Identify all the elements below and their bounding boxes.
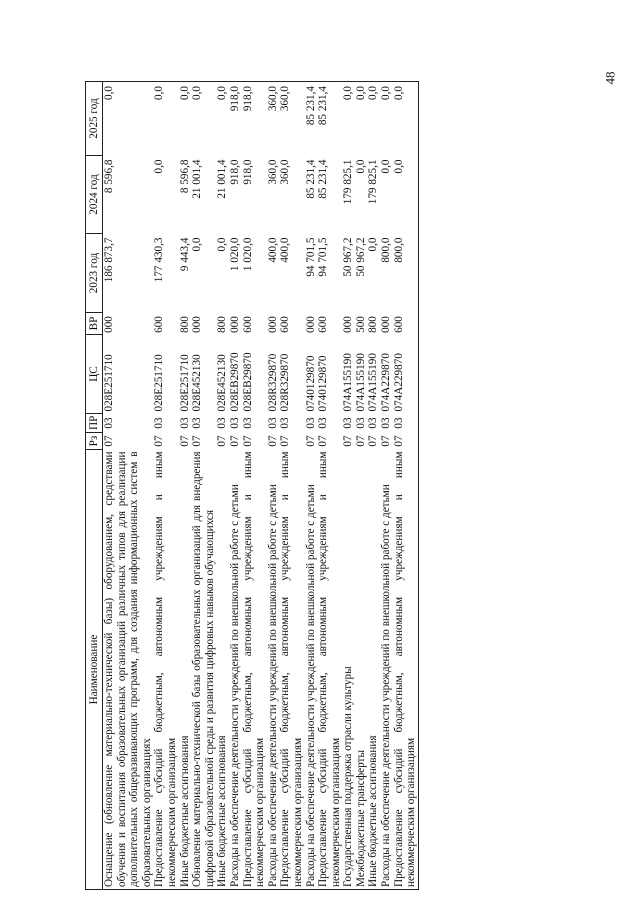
cell-pr: 03 (216, 417, 229, 429)
cell-name: Предоставление субсидий бюджетным, автономным учреждениям и иным некоммерческим организациям (317, 450, 342, 890)
cell-y2023: 800,0 (380, 237, 393, 263)
header-name: Наименование (86, 450, 103, 890)
cell-pr: 03 (153, 417, 166, 429)
table-row (355, 82, 368, 890)
cell-y2025: 918,0 (242, 82, 267, 156)
cell-rz: 07 (153, 435, 166, 447)
table-row (179, 82, 192, 890)
table-row (279, 82, 304, 890)
cell-pr: 03 (342, 417, 355, 429)
cell-cs: 028R329870 (266, 353, 279, 412)
cell-y2024: 0,0 (380, 159, 393, 174)
cell-y2024: 918,0 (241, 159, 254, 185)
cell-rz: 07 (380, 435, 393, 447)
cell-rz: 07 (367, 435, 380, 447)
cell-rz: 07 (317, 435, 330, 447)
cell-y2024: 0,0 (153, 159, 166, 174)
cell-rz: 07 (354, 435, 367, 447)
cell-pr: 03 (317, 417, 330, 429)
cell-rz: 07 (241, 435, 254, 447)
cell-y2025: 0,0 (179, 82, 192, 156)
cell-y2025: 0,0 (216, 82, 229, 156)
cell-y2025: 0,0 (103, 82, 154, 156)
cell-y2025: 360,0 (279, 82, 304, 156)
cell-cs: 074A229870 (380, 353, 393, 412)
cell-y2023: 800,0 (393, 234, 419, 313)
cell-vr: 800 (216, 316, 229, 333)
cell-vr: 600 (317, 316, 330, 333)
cell-cs: 074A155190 (342, 353, 355, 412)
header-cs: ЦС (86, 335, 103, 414)
cell-cs: 0740129870 (317, 355, 330, 412)
cell-y2024: 179 825,1 (367, 159, 380, 205)
cell-vr: 800 (367, 316, 380, 333)
table-row (216, 82, 229, 890)
header-rz: Рз (86, 433, 103, 450)
cell-y2023: 400,0 (266, 237, 279, 263)
cell-rz: 07 (304, 435, 317, 447)
cell-y2024: 85 231,4 (304, 159, 317, 199)
cell-cs: 074A229870 (393, 335, 419, 414)
table-row (393, 82, 419, 890)
cell-name: Расходы на обеспечение деятельности учреждений по внешкольной работе с детьми (267, 450, 280, 890)
table-row (367, 82, 380, 890)
cell-cs: 028EB29870 (228, 352, 241, 412)
cell-rz: 07 (178, 435, 191, 447)
table-row (342, 82, 355, 890)
cell-y2025: 85 231,4 (317, 82, 342, 156)
cell-y2025: 0,0 (342, 82, 355, 156)
cell-name: Государственная поддержка отрасли культуры (342, 450, 355, 890)
cell-rz: 07 (191, 435, 204, 447)
cell-y2023: 0,0 (216, 237, 229, 252)
header-2025: 2025 год (86, 82, 103, 156)
cell-y2023: 1 020,0 (241, 237, 254, 272)
cell-rz: 07 (342, 435, 355, 447)
cell-vr: 000 (380, 316, 393, 333)
cell-pr: 03 (178, 417, 191, 429)
cell-y2024: 360,0 (266, 159, 279, 185)
cell-y2023: 94 701,5 (304, 237, 317, 277)
cell-name: Предоставление субсидий бюджетным, автономным учреждениям и иным некоммерческим организациям (393, 450, 419, 890)
header-vr: ВР (86, 313, 103, 335)
budget-table-container (85, 82, 593, 890)
table-header-row (86, 82, 103, 890)
cell-y2025: 0,0 (153, 82, 178, 156)
cell-cs: 074A155190 (367, 353, 380, 412)
cell-name: Иные бюджетные ассигнования (216, 450, 229, 890)
cell-y2024: 918,0 (228, 159, 241, 185)
cell-name: Предоставление субсидий бюджетным, автономным учреждениям и иным некоммерческим организациям (242, 450, 267, 890)
cell-cs: 028E452130 (191, 354, 204, 412)
cell-name: Иные бюджетные ассигнования (179, 450, 192, 890)
table-body (103, 82, 419, 890)
table-row (229, 82, 242, 890)
cell-y2023: 186 873,7 (103, 237, 115, 283)
cell-vr: 600 (279, 316, 292, 333)
cell-cs: 0740129870 (304, 355, 317, 412)
cell-y2025: 360,0 (267, 82, 280, 156)
cell-y2024: 179 825,1 (342, 159, 355, 205)
table-row (305, 82, 318, 890)
cell-vr: 600 (393, 313, 419, 335)
cell-name: Расходы на обеспечение деятельности учреждений по внешкольной работе с детьми (305, 450, 318, 890)
cell-name: Предоставление субсидий бюджетным, автономным учреждениям и иным некоммерческим организациям (153, 450, 178, 890)
cell-y2024: 0,0 (393, 156, 419, 234)
cell-y2025: 0,0 (380, 82, 393, 156)
cell-y2024: 0,0 (354, 159, 367, 174)
cell-pr: 03 (228, 417, 241, 429)
cell-vr: 000 (266, 316, 279, 333)
cell-cs: 028E251710 (178, 354, 191, 412)
cell-y2023: 50 967,2 (354, 237, 367, 277)
cell-rz: 07 (103, 435, 115, 447)
cell-cs: 028E452130 (216, 354, 229, 412)
cell-rz: 07 (216, 435, 229, 447)
cell-vr: 000 (191, 316, 204, 333)
page-number: 48 (602, 71, 618, 85)
table-row (242, 82, 267, 890)
cell-name: Расходы на обеспечение деятельности учреждений по внешкольной работе с детьми (380, 450, 393, 890)
cell-name: Оснащение (обновление материально-технической базы) оборудованием, средствами обучения и воспитания образовательных организаций различных типов для реализации дополнительных общеразвивающих программ, для создания информационных систем в образовательных организациях (103, 450, 154, 890)
cell-name: Обновление материально-технической базы образовательных организаций для внедрения цифровой образовательной среды и развития цифровых навыков обучающихся (191, 450, 216, 890)
cell-pr: 03 (354, 417, 367, 429)
budget-table (85, 81, 419, 890)
cell-y2023: 9 443,4 (178, 237, 191, 272)
cell-y2023: 0,0 (191, 237, 204, 252)
header-pr: ПР (86, 414, 103, 433)
cell-name: Иные бюджетные ассигнования (367, 450, 380, 890)
cell-y2025: 0,0 (355, 82, 368, 156)
cell-pr: 03 (380, 417, 393, 429)
cell-pr: 03 (367, 417, 380, 429)
cell-y2024: 85 231,4 (317, 159, 330, 199)
cell-cs: 074A155190 (354, 353, 367, 412)
cell-pr: 03 (266, 417, 279, 429)
header-2024: 2024 год (86, 156, 103, 234)
cell-rz: 07 (266, 435, 279, 447)
cell-y2025: 0,0 (367, 82, 380, 156)
cell-vr: 000 (103, 316, 115, 333)
table-row (103, 82, 154, 890)
cell-y2023: 400,0 (279, 237, 292, 263)
cell-y2025: 0,0 (393, 82, 419, 156)
cell-y2025: 85 231,4 (305, 82, 318, 156)
cell-y2025: 0,0 (191, 82, 216, 156)
cell-y2024: 21 001,4 (216, 159, 229, 199)
table-row (153, 82, 178, 890)
cell-vr: 600 (241, 316, 254, 333)
cell-vr: 000 (342, 316, 355, 333)
cell-y2023: 177 430,3 (153, 237, 166, 283)
cell-name: Предоставление субсидий бюджетным, автономным учреждениям и иным некоммерческим организациям (279, 450, 304, 890)
cell-pr: 03 (279, 417, 292, 429)
table-row (191, 82, 216, 890)
cell-y2023: 0,0 (367, 237, 380, 252)
cell-cs: 028E251710 (103, 354, 115, 412)
cell-vr: 600 (153, 316, 166, 333)
cell-y2023: 94 701,5 (317, 237, 330, 277)
cell-y2024: 8 596,8 (103, 159, 115, 194)
cell-y2024: 8 596,8 (178, 159, 191, 194)
cell-cs: 028E251710 (153, 354, 166, 412)
cell-y2024: 360,0 (279, 159, 292, 185)
cell-y2024: 21 001,4 (191, 159, 204, 199)
cell-pr: 03 (241, 417, 254, 429)
cell-vr: 000 (304, 316, 317, 333)
cell-pr: 03 (191, 417, 204, 429)
cell-y2023: 1 020,0 (228, 237, 241, 272)
cell-vr: 500 (354, 316, 367, 333)
cell-cs: 028EB29870 (241, 352, 254, 412)
cell-name: Расходы на обеспечение деятельности учреждений по внешкольной работе с детьми (229, 450, 242, 890)
cell-vr: 800 (178, 316, 191, 333)
header-2023: 2023 год (86, 234, 103, 313)
cell-y2025: 918,0 (229, 82, 242, 156)
table-row (267, 82, 280, 890)
cell-rz: 07 (228, 435, 241, 447)
cell-rz: 07 (279, 435, 292, 447)
cell-rz: 07 (393, 433, 419, 450)
cell-pr: 03 (393, 414, 419, 433)
cell-name: Межбюджетные трансферты (355, 450, 368, 890)
cell-pr: 03 (304, 417, 317, 429)
cell-y2023: 50 967,2 (342, 237, 355, 277)
cell-pr: 03 (103, 417, 115, 429)
cell-cs: 028R329870 (279, 353, 292, 412)
table-row (380, 82, 393, 890)
table-row (317, 82, 342, 890)
cell-vr: 000 (228, 316, 241, 333)
